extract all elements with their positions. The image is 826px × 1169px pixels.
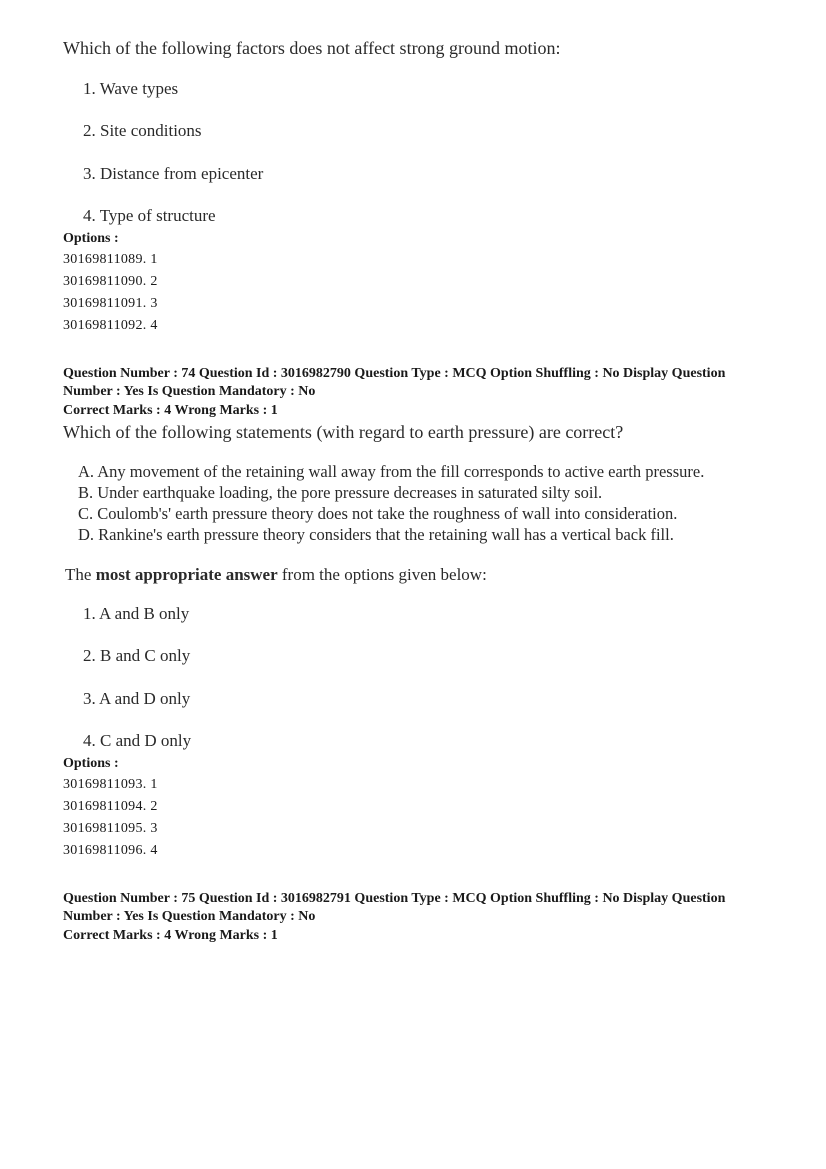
q74-answer-prefix: The bbox=[65, 565, 96, 584]
q73-choice-2: 2. Site conditions bbox=[83, 121, 202, 140]
q74-meta bbox=[63, 365, 783, 401]
q74-meta-line1: Question Number : 74 Question Id : 3016982790 Question Type : MCQ Option Shuffling : No Display Question bbox=[63, 366, 726, 381]
q74-choice-4: 4. C and D only bbox=[83, 731, 192, 750]
q74-answer-suffix: from the options given below: bbox=[277, 565, 487, 584]
q73-option-id-3: 30169811091. 3 bbox=[63, 296, 158, 311]
q74-option-id-2: 30169811094. 2 bbox=[63, 799, 158, 814]
q73-option-id-4: 30169811092. 4 bbox=[63, 318, 158, 333]
q74-answer-instruction bbox=[65, 565, 487, 585]
q73-choice-4: 4. Type of structure bbox=[83, 206, 216, 225]
q74-answer-bold: most appropriate answer bbox=[95, 565, 278, 584]
q73-question-text: Which of the following factors does not affect strong ground motion: bbox=[63, 38, 561, 58]
q74-statement-d: D. Rankine's earth pressure theory considers that the retaining wall has a vertical back fill. bbox=[78, 525, 674, 544]
q74-choice-1: 1. A and B only bbox=[83, 604, 190, 623]
q74-statement-c: C. Coulomb's' earth pressure theory does not take the roughness of wall into consideration. bbox=[78, 504, 678, 523]
q74-marks: Correct Marks : 4 Wrong Marks : 1 bbox=[63, 403, 278, 418]
q74-option-id-1: 30169811093. 1 bbox=[63, 777, 158, 792]
q74-choice-2: 2. B and C only bbox=[83, 646, 191, 665]
q73-choice-1: 1. Wave types bbox=[83, 79, 179, 98]
q75-meta-line2: Number : Yes Is Question Mandatory : No bbox=[63, 909, 316, 924]
q75-meta-line1: Question Number : 75 Question Id : 3016982791 Question Type : MCQ Option Shuffling : No Display Question bbox=[63, 891, 726, 906]
q74-meta-line2: Number : Yes Is Question Mandatory : No bbox=[63, 384, 316, 399]
q75-meta bbox=[63, 890, 783, 926]
q74-options-label: Options : bbox=[63, 756, 119, 771]
q73-option-id-2: 30169811090. 2 bbox=[63, 274, 158, 289]
q73-options-label: Options : bbox=[63, 231, 119, 246]
q74-statement-b: B. Under earthquake loading, the pore pressure decreases in saturated silty soil. bbox=[78, 483, 603, 502]
q73-choice-3: 3. Distance from epicenter bbox=[83, 164, 264, 183]
q74-statement-a: A. Any movement of the retaining wall away from the fill corresponds to active earth pressure. bbox=[78, 462, 705, 481]
q74-option-id-3: 30169811095. 3 bbox=[63, 821, 158, 836]
q74-question-text: Which of the following statements (with regard to earth pressure) are correct? bbox=[63, 422, 624, 442]
q74-option-id-4: 30169811096. 4 bbox=[63, 843, 158, 858]
q73-option-id-1: 30169811089. 1 bbox=[63, 252, 158, 267]
q74-choice-3: 3. A and D only bbox=[83, 689, 191, 708]
q75-marks: Correct Marks : 4 Wrong Marks : 1 bbox=[63, 928, 278, 943]
